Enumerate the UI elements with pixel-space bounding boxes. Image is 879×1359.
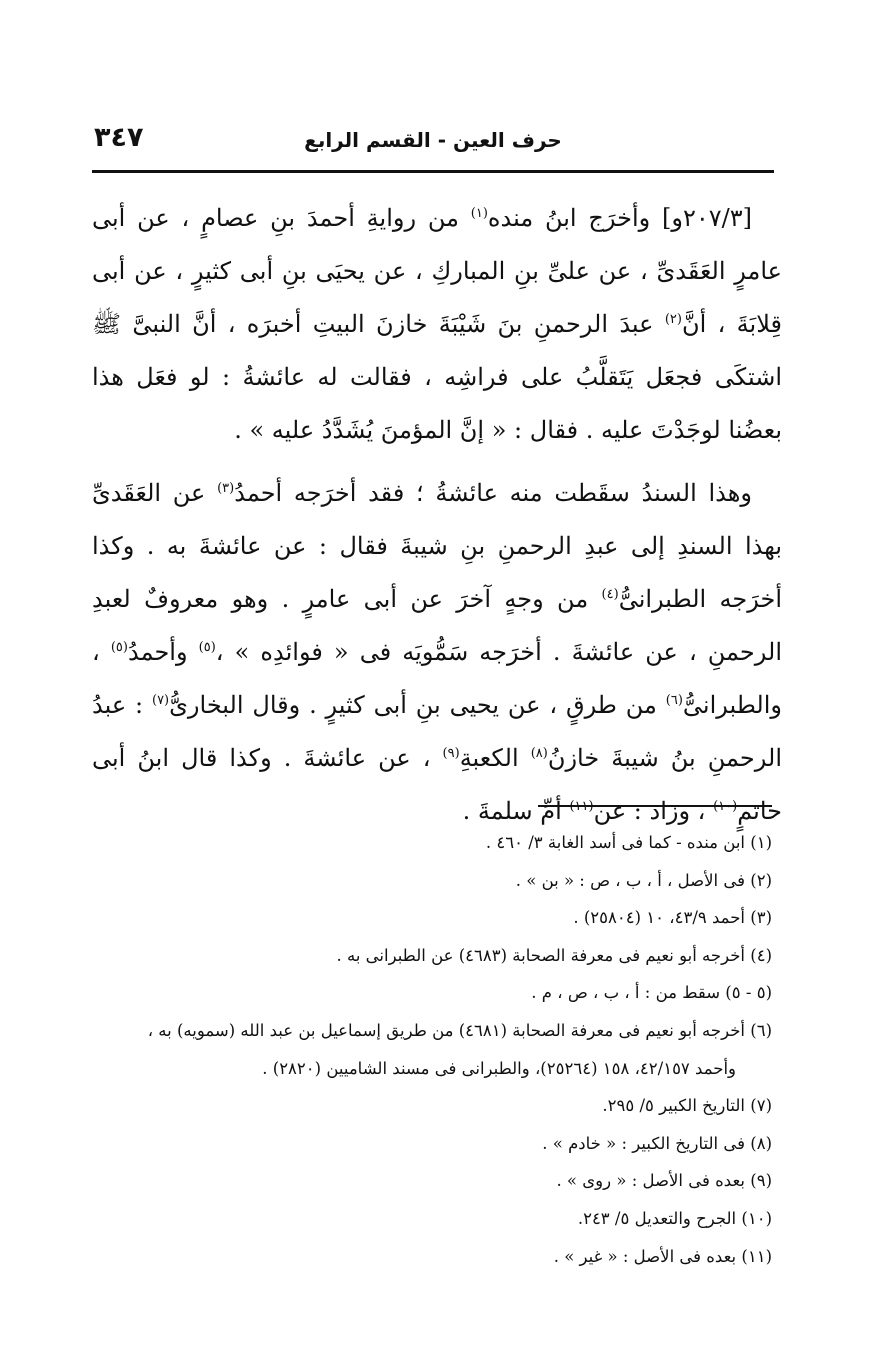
footnote-6: (٦) أخرجه أبو نعيم فى معرفة الصحابة (٤٦٨١) من طريق إسماعيل بن عبد الله (سمويه) به ، (147, 1020, 772, 1040)
footnote-marker-7: (٧) (151, 693, 170, 708)
footnote-marker-1: (١) (470, 206, 488, 221)
text-run: من وجهٍ آخرَ عن أبى عامرٍ . وهو معروفٌ لعبدِ الرحمنِ ، عن عائشةَ . أخرَجه سَمُّويَه فى « فوائدِه » ، (92, 585, 782, 666)
footnote-1: (١) ابن منده - كما فى أسد الغابة ٣/ ٤٦٠ . (485, 833, 772, 852)
text-run: ، وزاد : عن (593, 797, 714, 825)
text-run: أمِّ سلمةَ . (462, 797, 570, 825)
footnote-marker-9: (٩) (442, 746, 460, 761)
footnote-marker-8: (٨) (530, 746, 548, 761)
footnotes-list (80, 824, 772, 1275)
text-run: : عبدُ الرحمنِ بنُ شيبةَ خازنُ (92, 691, 782, 772)
running-title: حرف العين - القسم الرابع (304, 128, 562, 152)
text-run: وأحمدُ (127, 638, 199, 666)
main-text (92, 192, 782, 838)
text-run: عبدَ الرحمنِ بنَ شَيْبَةَ خازنَ البيتِ أخبرَه ، أنَّ النبىَّ ﷺ اشتكَى فجعَل يَتَقلَّبُ على فراشِه ، فقالت له عائشةُ : لو فعَل هذا بعضُنا لوجَدْتَ عليه . فقال : « إنَّ المؤمنَ يُشَدَّدُ عليه » . (92, 310, 782, 444)
text-run: من طرقٍ ، عن يحيى بنِ أبى كثيرٍ . وقال البخارىُّ (169, 691, 666, 719)
paragraph-1 (92, 192, 782, 457)
footnote-marker-5-start: (٥) (198, 640, 216, 655)
text-run: وهذا السندُ سقَطت منه عائشةُ ؛ فقد أخرَجه أحمدُ (234, 479, 752, 507)
text-run: الكعبةِ (459, 744, 531, 772)
footnote-2: (٢) فى الأصل ، أ ، ب ، ص : « بن » . (515, 870, 772, 890)
footnote-marker-2: (٢) (664, 312, 682, 327)
footnote-marker-10: (١٠) (713, 799, 738, 814)
footnote-marker-11: (١١) (569, 799, 594, 814)
footnote-11: (١١) بعده فى الأصل : « غير » . (553, 1246, 772, 1266)
footnote-9: (٩) بعده فى الأصل : « روى » . (556, 1171, 772, 1191)
footnote-8: (٨) فى التاريخ الكبير : « خادم » . (542, 1133, 772, 1153)
footnote-10: (١٠) الجرح والتعديل ٥/ ٢٤٣. (577, 1208, 772, 1228)
text-run: [٢٠٧/٣و] وأخرَج ابنُ منده (487, 204, 752, 232)
footnote-marker-5-end: (٥) (110, 640, 128, 655)
text-run: عن العَقَدىِّ بهذا السندِ إلى عبدِ الرحمنِ بنِ شيبةَ فقال : عن عائشةَ به . وكذا أخرَجه الطبرانىُّ (92, 479, 782, 613)
page-header (92, 118, 774, 173)
footnote-separator (538, 805, 772, 807)
footnote-6-continuation: وأحمد ٤٢/١٥٧، ١٥٨ (٢٥٢٦٤)، والطبرانى فى مسند الشاميين (٢٨٢٠) . (262, 1058, 736, 1078)
footnote-4: (٤) أخرجه أبو نعيم فى معرفة الصحابة (٤٦٨٣) عن الطبرانى به . (336, 945, 772, 965)
footnote-marker-4: (٤) (601, 587, 619, 602)
footnote-marker-6: (٦) (665, 693, 683, 708)
text-run: ، عن عائشةَ . وكذا قال ابنُ أبى حاتمٍ (92, 744, 782, 825)
text-run: ، والطبرانىُّ (92, 638, 782, 719)
footnote-marker-3: (٣) (217, 481, 235, 496)
text-run: من روايةِ أحمدَ بنِ عصامٍ ، عن أبى عامرٍ العَقَدىِّ ، عن علىِّ بنِ المباركِ ، عن يحيَى بنِ أبى كثيرٍ ، عن أبى قِلابَةَ ، أنَّ (92, 204, 782, 338)
footnote-7: (٧) التاريخ الكبير ٥/ ٢٩٥. (602, 1096, 772, 1116)
page-number: ٣٤٧ (94, 122, 144, 153)
footnote-3: (٣) أحمد ٤٣/٩، ١٠ (٢٥٨٠٤) . (573, 908, 772, 928)
paragraph-2 (92, 467, 782, 838)
footnote-5: (٥ - ٥) سقط من : أ ، ب ، ص ، م . (531, 983, 772, 1003)
